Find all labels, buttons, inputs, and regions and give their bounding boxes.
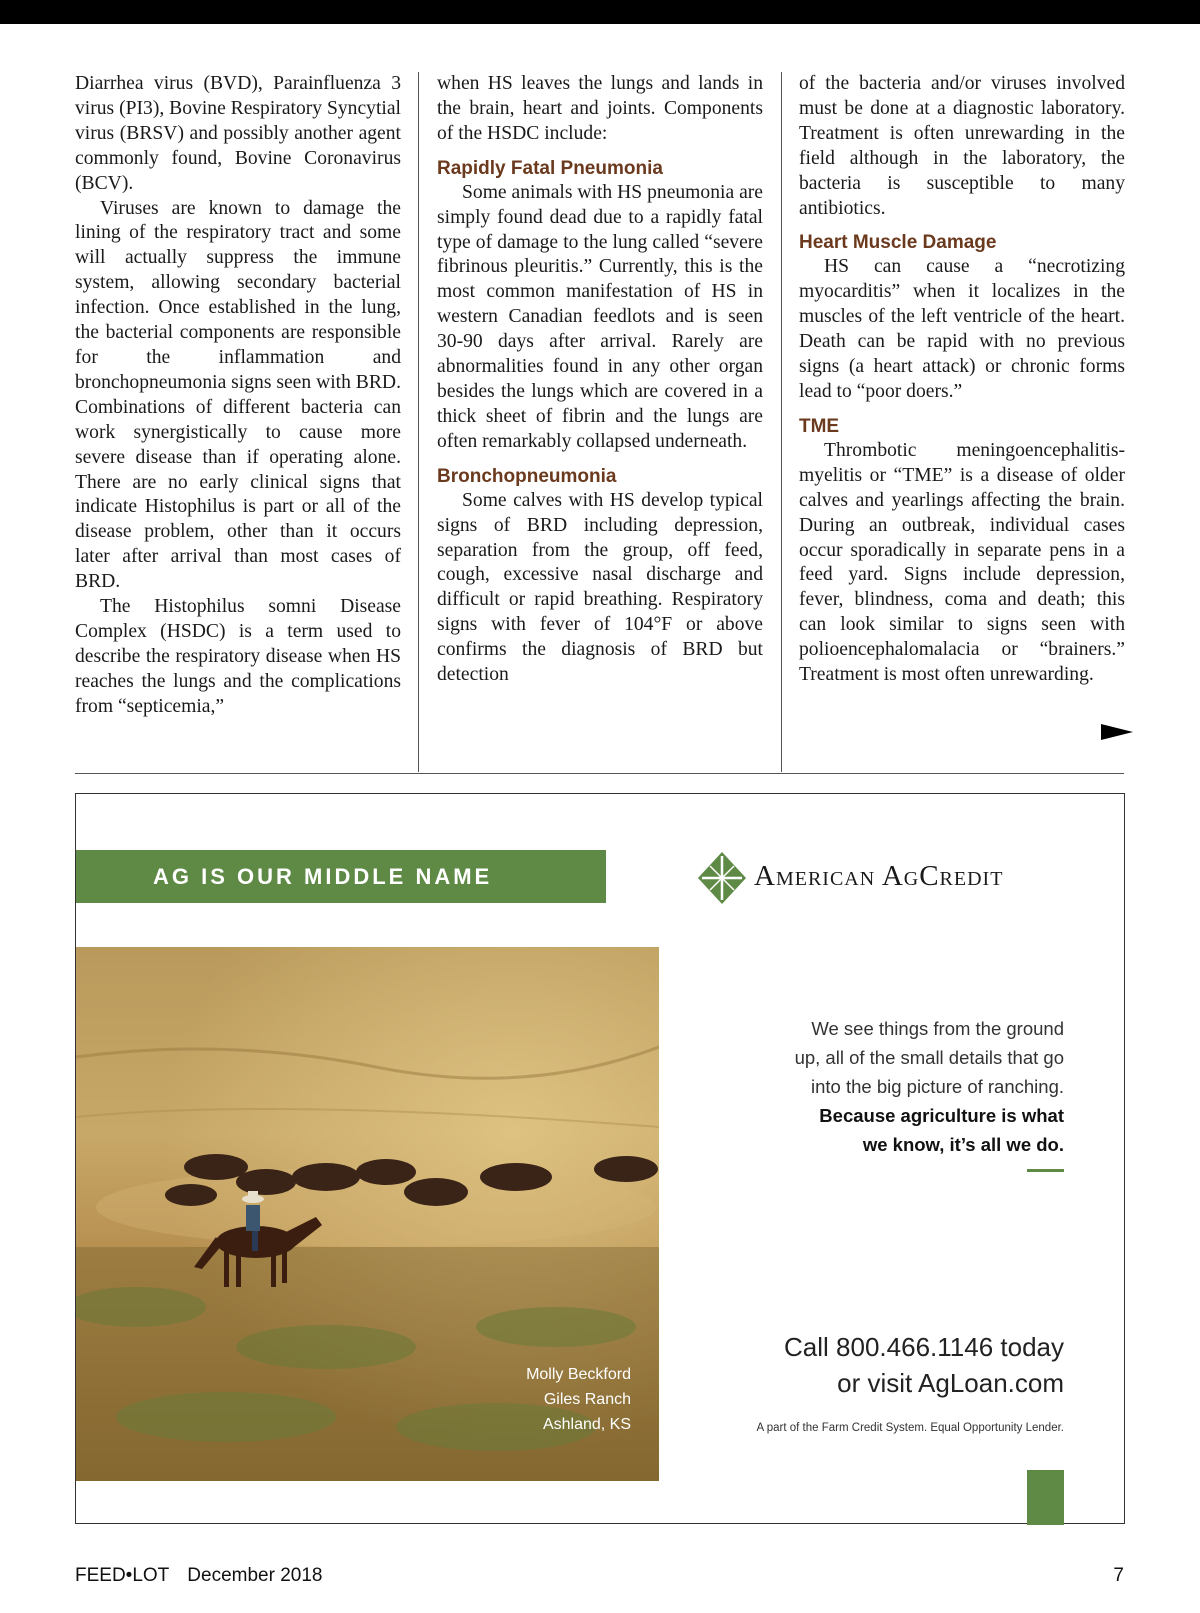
copy-line-bold: we know, it’s all we do. [862,1134,1064,1155]
article-column-1 [75,72,401,720]
page-number: 7 [1113,1565,1124,1586]
paragraph: of the bacteria and/or viruses involved must be done at a diagnostic laboratory. Treatment is often unrewarding in the field although in the laboratory, the bacteria is susceptible to many antibiotics. [799,73,1125,219]
accent-block [1027,1470,1064,1525]
paragraph: Some calves with HS develop typical signs of BRD including depression, separation from the group, off feed, cough, excessive nasal discharge and difficult or rapid breathing. Respiratory signs with fever of 104°F or above confirms the diagnosis of BRD but detection [437,489,763,686]
issue-date: December 2018 [187,1565,323,1586]
paragraph: when HS leaves the lungs and lands in the brain, heart and joints. Components of the HSDC include: [437,73,763,144]
publication-name: FEED•LOT [75,1565,170,1586]
section-heading: Rapidly Fatal Pneumonia [437,157,663,179]
ad-body-copy [704,1014,1064,1159]
footer-publication [75,1565,322,1587]
caption-name: Molly Beckford [526,1366,631,1383]
accent-dash [1027,1169,1064,1172]
article-bottom-rule [75,773,1124,774]
copy-line: into the big picture of ranching. [811,1076,1064,1097]
section-heading: TME [799,415,840,437]
copy-line-bold: Because agriculture is what [819,1105,1064,1126]
leaf-logo-icon [696,850,748,906]
column-divider [781,72,782,772]
top-black-bar [0,0,1200,24]
column-divider [418,72,419,772]
caption-ranch: Giles Ranch [543,1391,631,1408]
paragraph: Thrombotic meningoencephalitis-myelitis or “TME” is a disease of older calves and yearlings affecting the brain. During an outbreak, individual cases occur sporadically in separate pens in a feed yard. Signs include depression, fever, blindness, coma and death; this can look similar to signs seen with polioencephalomalacia or “brainers.” Treatment is most often unrewarding. [799,439,1125,686]
article-column-2 [437,72,763,688]
fine-print: A part of the Farm Credit System. Equal Opportunity Lender. [756,1422,1064,1434]
call-to-action[interactable] [784,1329,1064,1401]
caption-place: Ashland, KS [542,1416,631,1433]
website-line[interactable]: or visit AgLoan.com [837,1368,1064,1398]
photo-caption [526,1362,631,1437]
phone-line[interactable]: Call 800.466.1146 today [784,1332,1064,1362]
paragraph: HS can cause a “necrotizing myocarditis” when it localizes in the muscles of the left ventricle of the heart. Death can be rapid with no previous signs (a heart attack) or chronic forms lead to “poor doers.” [799,256,1125,402]
article-column-3 [799,72,1125,688]
paragraph: Viruses are known to damage the lining of the respiratory tract and some will actually suppress the immune system, allowing secondary bacterial infection. Once established in the lung, the bacterial components are responsible for the inflammation and bronchopneumonia signs seen with BRD. Combinations of different bacteria can work synergistically to cause more severe disease than if operating alone. There are no early clinical signs that indicate Histophilus is part or all of the disease problem, other than it occurs later after arrival than most cases of BRD. [75,197,401,593]
paragraph: Some animals with HS pneumonia are simply found dead due to a rapidly fatal type of damage to the lung called “severe fibrinous pleuritis.” Currently, this is the most common manifestation of HS in western Canadian feedlots and is seen 30-90 days after arrival. Rarely are abnormalities found in any other organ besides the lungs which are covered in a thick sheet of fibrin and the lungs are often remarkably collapsed underneath. [437,181,763,452]
paragraph: Diarrhea virus (BVD), Parainfluenza 3 virus (PI3), Bovine Respiratory Syncytial virus (BRSV) and possibly another agent commonly found, Bovine Coronavirus (BCV). [75,73,401,194]
copy-line: up, all of the small details that go [794,1047,1064,1068]
brand-logo [696,850,1096,906]
ranch-photo [76,947,659,1481]
section-heading: Bronchopneumonia [437,465,617,487]
advertisement[interactable] [75,793,1125,1524]
ad-tagline: AG IS OUR MIDDLE NAME [76,850,606,903]
section-heading: Heart Muscle Damage [799,232,997,254]
copy-line: We see things from the ground [811,1018,1064,1039]
brand-name: American AgCredit [754,860,1004,892]
continue-arrow-icon [1101,724,1133,740]
paragraph: The Histophilus somni Disease Complex (HSDC) is a term used to describe the respiratory disease when HS reaches the lungs and the complications from “septicemia,” [75,596,401,717]
